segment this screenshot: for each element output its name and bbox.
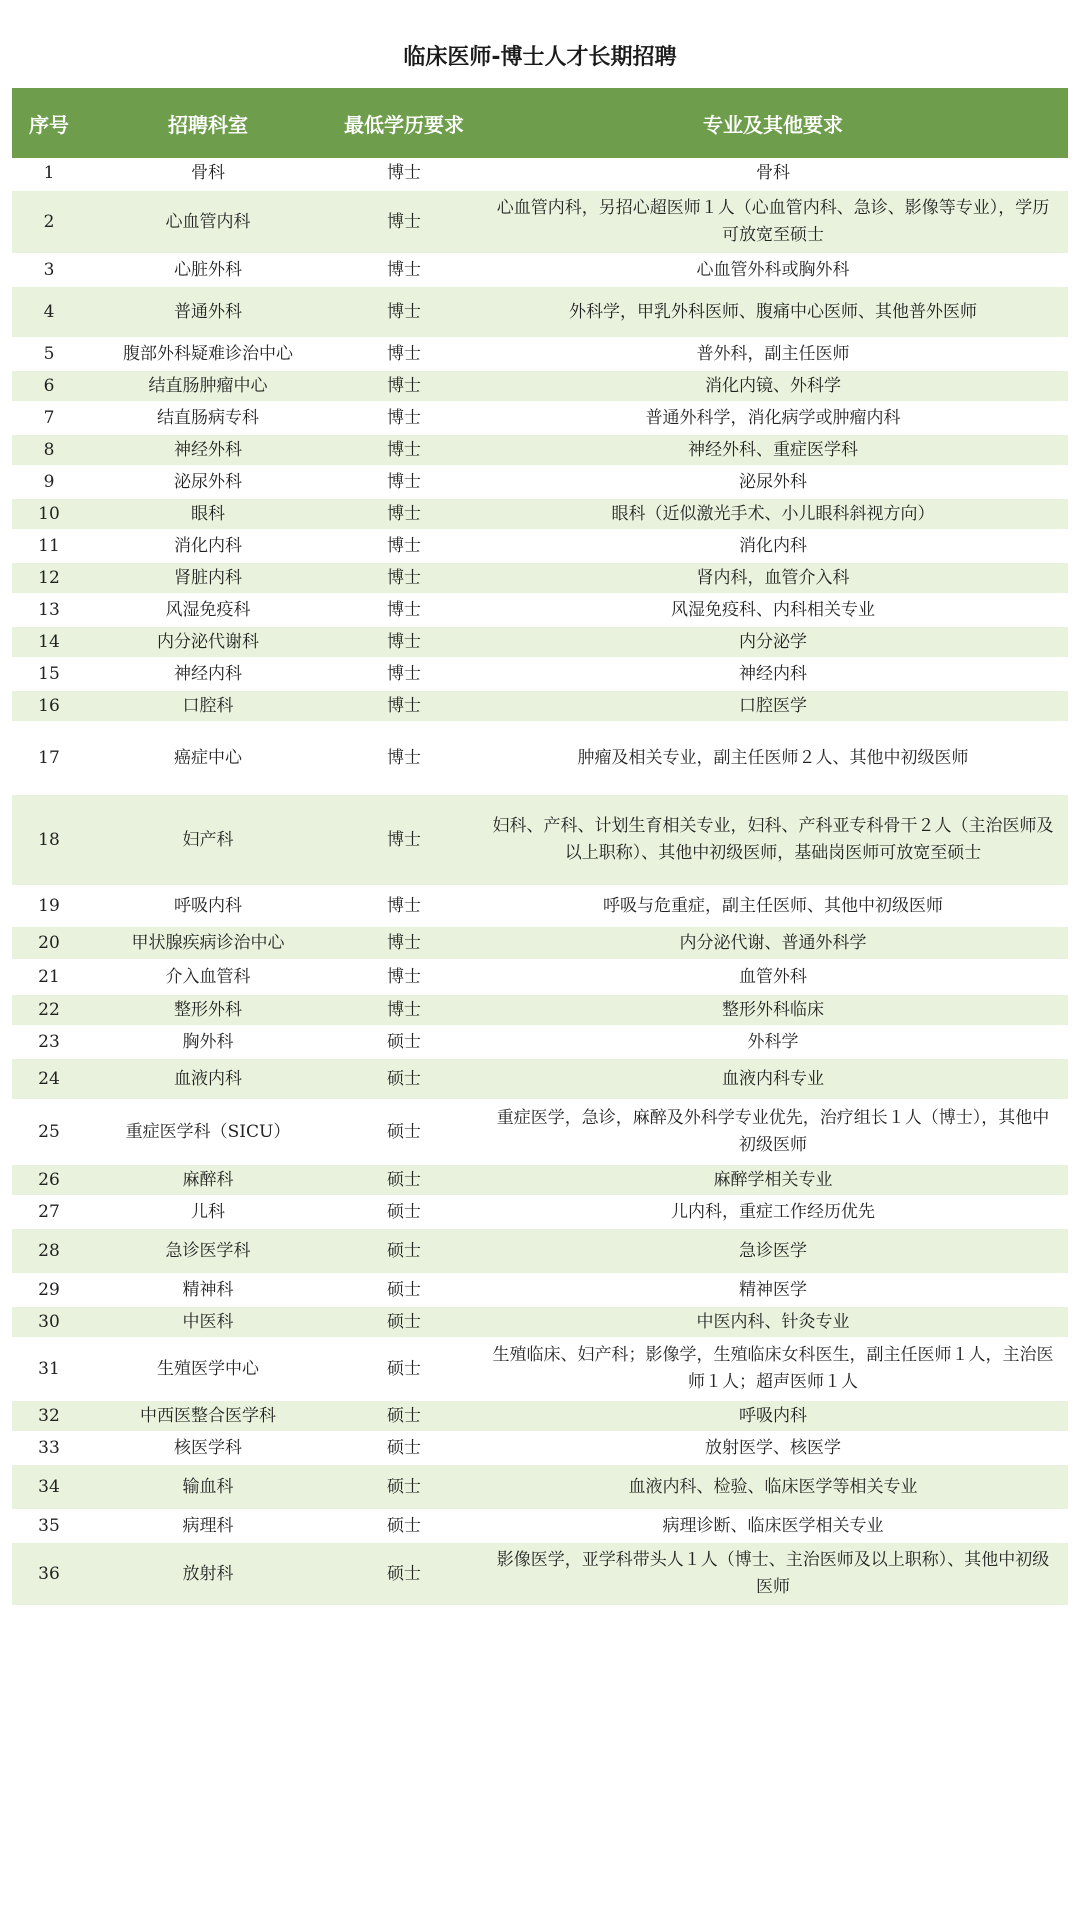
cell-requirements: 影像医学，亚学科带头人１人（博士、主治医师及以上职称）、其他中初级医师 bbox=[478, 1542, 1068, 1606]
cell-department: 甲状腺疾病诊治中心 bbox=[86, 926, 330, 960]
table-row bbox=[12, 1542, 1068, 1606]
cell-department: 血液内科 bbox=[86, 1058, 330, 1100]
cell-requirements: 消化内镜、外科学 bbox=[478, 370, 1068, 402]
cell-education: 博士 bbox=[330, 926, 478, 960]
cell-education: 博士 bbox=[330, 190, 478, 254]
cell-index: 5 bbox=[12, 338, 86, 370]
cell-education: 博士 bbox=[330, 794, 478, 886]
cell-department: 麻醉科 bbox=[86, 1164, 330, 1196]
cell-requirements: 整形外科临床 bbox=[478, 994, 1068, 1026]
cell-department: 癌症中心 bbox=[86, 722, 330, 794]
cell-index: 7 bbox=[12, 402, 86, 434]
table-row bbox=[12, 994, 1068, 1026]
table-row bbox=[12, 926, 1068, 960]
cell-education: 博士 bbox=[330, 594, 478, 626]
table-row bbox=[12, 1400, 1068, 1432]
cell-index: 8 bbox=[12, 434, 86, 466]
cell-index: 26 bbox=[12, 1164, 86, 1196]
cell-department: 普通外科 bbox=[86, 286, 330, 338]
cell-requirements: 儿内科，重症工作经历优先 bbox=[478, 1196, 1068, 1228]
cell-index: 20 bbox=[12, 926, 86, 960]
table-row bbox=[12, 1464, 1068, 1510]
cell-department: 整形外科 bbox=[86, 994, 330, 1026]
cell-requirements: 泌尿外科 bbox=[478, 466, 1068, 498]
table-row bbox=[12, 886, 1068, 926]
cell-requirements: 血液内科专业 bbox=[478, 1058, 1068, 1100]
cell-requirements: 病理诊断、临床医学相关专业 bbox=[478, 1510, 1068, 1542]
cell-requirements: 口腔医学 bbox=[478, 690, 1068, 722]
cell-education: 博士 bbox=[330, 626, 478, 658]
cell-index: 27 bbox=[12, 1196, 86, 1228]
cell-department: 神经内科 bbox=[86, 658, 330, 690]
table-row bbox=[12, 286, 1068, 338]
cell-department: 骨科 bbox=[86, 158, 330, 190]
cell-index: 36 bbox=[12, 1542, 86, 1606]
cell-department: 病理科 bbox=[86, 1510, 330, 1542]
cell-index: 23 bbox=[12, 1026, 86, 1058]
table-row bbox=[12, 434, 1068, 466]
cell-requirements: 内分泌代谢、普通外科学 bbox=[478, 926, 1068, 960]
cell-requirements: 生殖临床、妇产科；影像学，生殖临床女科医生，副主任医师１人，主治医师１人；超声医师１人 bbox=[478, 1338, 1068, 1400]
cell-education: 硕士 bbox=[330, 1432, 478, 1464]
cell-requirements: 骨科 bbox=[478, 158, 1068, 190]
cell-department: 眼科 bbox=[86, 498, 330, 530]
cell-index: 18 bbox=[12, 794, 86, 886]
table-row bbox=[12, 530, 1068, 562]
cell-index: 25 bbox=[12, 1100, 86, 1164]
cell-index: 13 bbox=[12, 594, 86, 626]
cell-department: 泌尿外科 bbox=[86, 466, 330, 498]
table-row bbox=[12, 1058, 1068, 1100]
table-row bbox=[12, 722, 1068, 794]
cell-education: 博士 bbox=[330, 886, 478, 926]
cell-index: 24 bbox=[12, 1058, 86, 1100]
cell-education: 硕士 bbox=[330, 1464, 478, 1510]
cell-department: 腹部外科疑难诊治中心 bbox=[86, 338, 330, 370]
header-department: 招聘科室 bbox=[86, 88, 330, 158]
cell-index: 19 bbox=[12, 886, 86, 926]
header-index: 序号 bbox=[12, 88, 86, 158]
cell-department: 风湿免疫科 bbox=[86, 594, 330, 626]
cell-requirements: 呼吸内科 bbox=[478, 1400, 1068, 1432]
cell-index: 32 bbox=[12, 1400, 86, 1432]
cell-requirements: 精神医学 bbox=[478, 1274, 1068, 1306]
table-row bbox=[12, 254, 1068, 286]
cell-education: 硕士 bbox=[330, 1058, 478, 1100]
cell-department: 生殖医学中心 bbox=[86, 1338, 330, 1400]
cell-education: 博士 bbox=[330, 254, 478, 286]
cell-education: 硕士 bbox=[330, 1228, 478, 1274]
cell-index: 1 bbox=[12, 158, 86, 190]
cell-education: 博士 bbox=[330, 562, 478, 594]
table-row bbox=[12, 658, 1068, 690]
cell-index: 3 bbox=[12, 254, 86, 286]
cell-requirements: 急诊医学 bbox=[478, 1228, 1068, 1274]
cell-index: 15 bbox=[12, 658, 86, 690]
cell-index: 34 bbox=[12, 1464, 86, 1510]
cell-education: 硕士 bbox=[330, 1274, 478, 1306]
cell-department: 重症医学科（SICU） bbox=[86, 1100, 330, 1164]
cell-department: 急诊医学科 bbox=[86, 1228, 330, 1274]
cell-requirements: 血管外科 bbox=[478, 960, 1068, 994]
header-education: 最低学历要求 bbox=[330, 88, 478, 158]
cell-department: 精神科 bbox=[86, 1274, 330, 1306]
cell-education: 博士 bbox=[330, 498, 478, 530]
cell-index: 21 bbox=[12, 960, 86, 994]
table-row bbox=[12, 338, 1068, 370]
table-header bbox=[12, 88, 1068, 158]
cell-department: 介入血管科 bbox=[86, 960, 330, 994]
table-row bbox=[12, 1164, 1068, 1196]
cell-index: 16 bbox=[12, 690, 86, 722]
table-row bbox=[12, 1026, 1068, 1058]
cell-education: 硕士 bbox=[330, 1196, 478, 1228]
cell-requirements: 重症医学，急诊，麻醉及外科学专业优先，治疗组长１人（博士），其他中初级医师 bbox=[478, 1100, 1068, 1164]
table-row bbox=[12, 466, 1068, 498]
cell-index: 6 bbox=[12, 370, 86, 402]
cell-requirements: 消化内科 bbox=[478, 530, 1068, 562]
cell-department: 妇产科 bbox=[86, 794, 330, 886]
cell-requirements: 神经内科 bbox=[478, 658, 1068, 690]
cell-index: 29 bbox=[12, 1274, 86, 1306]
cell-department: 胸外科 bbox=[86, 1026, 330, 1058]
cell-department: 结直肠病专科 bbox=[86, 402, 330, 434]
cell-education: 博士 bbox=[330, 286, 478, 338]
cell-education: 博士 bbox=[330, 402, 478, 434]
cell-department: 心血管内科 bbox=[86, 190, 330, 254]
cell-department: 输血科 bbox=[86, 1464, 330, 1510]
table-row bbox=[12, 158, 1068, 190]
cell-education: 博士 bbox=[330, 994, 478, 1026]
cell-department: 内分泌代谢科 bbox=[86, 626, 330, 658]
recruitment-table bbox=[12, 88, 1068, 1607]
table-row bbox=[12, 1100, 1068, 1164]
cell-education: 硕士 bbox=[330, 1338, 478, 1400]
cell-requirements: 眼科（近似激光手术、小儿眼科斜视方向） bbox=[478, 498, 1068, 530]
cell-education: 硕士 bbox=[330, 1026, 478, 1058]
table-row bbox=[12, 1510, 1068, 1542]
cell-education: 博士 bbox=[330, 370, 478, 402]
cell-requirements: 外科学 bbox=[478, 1026, 1068, 1058]
cell-index: 33 bbox=[12, 1432, 86, 1464]
cell-department: 肾脏内科 bbox=[86, 562, 330, 594]
cell-requirements: 风湿免疫科、内科相关专业 bbox=[478, 594, 1068, 626]
cell-index: 4 bbox=[12, 286, 86, 338]
table-row bbox=[12, 402, 1068, 434]
cell-education: 硕士 bbox=[330, 1542, 478, 1606]
cell-index: 22 bbox=[12, 994, 86, 1026]
cell-requirements: 心血管内科，另招心超医师１人（心血管内科、急诊、影像等专业），学历可放宽至硕士 bbox=[478, 190, 1068, 254]
table-row bbox=[12, 1274, 1068, 1306]
cell-department: 儿科 bbox=[86, 1196, 330, 1228]
table-row bbox=[12, 1338, 1068, 1400]
cell-requirements: 麻醉学相关专业 bbox=[478, 1164, 1068, 1196]
table-row bbox=[12, 190, 1068, 254]
table-body bbox=[12, 158, 1068, 1606]
cell-department: 呼吸内科 bbox=[86, 886, 330, 926]
cell-education: 博士 bbox=[330, 434, 478, 466]
cell-index: 14 bbox=[12, 626, 86, 658]
cell-education: 博士 bbox=[330, 158, 478, 190]
cell-requirements: 心血管外科或胸外科 bbox=[478, 254, 1068, 286]
table-row bbox=[12, 562, 1068, 594]
cell-index: 10 bbox=[12, 498, 86, 530]
cell-education: 硕士 bbox=[330, 1100, 478, 1164]
cell-index: 12 bbox=[12, 562, 86, 594]
cell-index: 2 bbox=[12, 190, 86, 254]
cell-index: 30 bbox=[12, 1306, 86, 1338]
cell-education: 硕士 bbox=[330, 1510, 478, 1542]
cell-education: 博士 bbox=[330, 466, 478, 498]
cell-requirements: 中医内科、针灸专业 bbox=[478, 1306, 1068, 1338]
cell-requirements: 肾内科，血管介入科 bbox=[478, 562, 1068, 594]
cell-index: 31 bbox=[12, 1338, 86, 1400]
cell-education: 博士 bbox=[330, 960, 478, 994]
cell-requirements: 普通外科学，消化病学或肿瘤内科 bbox=[478, 402, 1068, 434]
cell-requirements: 放射医学、核医学 bbox=[478, 1432, 1068, 1464]
table-row bbox=[12, 1228, 1068, 1274]
cell-department: 放射科 bbox=[86, 1542, 330, 1606]
cell-index: 9 bbox=[12, 466, 86, 498]
cell-requirements: 神经外科、重症医学科 bbox=[478, 434, 1068, 466]
table-row bbox=[12, 1196, 1068, 1228]
cell-department: 中西医整合医学科 bbox=[86, 1400, 330, 1432]
cell-education: 博士 bbox=[330, 722, 478, 794]
table-row bbox=[12, 960, 1068, 994]
cell-education: 博士 bbox=[330, 690, 478, 722]
cell-requirements: 外科学，甲乳外科医师、腹痛中心医师、其他普外医师 bbox=[478, 286, 1068, 338]
cell-education: 博士 bbox=[330, 658, 478, 690]
header-row bbox=[12, 88, 1068, 158]
table-row bbox=[12, 626, 1068, 658]
table-row bbox=[12, 690, 1068, 722]
cell-education: 博士 bbox=[330, 530, 478, 562]
cell-index: 28 bbox=[12, 1228, 86, 1274]
cell-requirements: 妇科、产科、计划生育相关专业，妇科、产科亚专科骨干２人（主治医师及以上职称）、其他中初级医师，基础岗医师可放宽至硕士 bbox=[478, 794, 1068, 886]
cell-index: 11 bbox=[12, 530, 86, 562]
cell-education: 硕士 bbox=[330, 1164, 478, 1196]
header-requirements: 专业及其他要求 bbox=[478, 88, 1068, 158]
cell-department: 心脏外科 bbox=[86, 254, 330, 286]
cell-requirements: 血液内科、检验、临床医学等相关专业 bbox=[478, 1464, 1068, 1510]
cell-index: 35 bbox=[12, 1510, 86, 1542]
table-row bbox=[12, 370, 1068, 402]
cell-education: 硕士 bbox=[330, 1306, 478, 1338]
cell-department: 消化内科 bbox=[86, 530, 330, 562]
cell-index: 17 bbox=[12, 722, 86, 794]
table-row bbox=[12, 594, 1068, 626]
cell-education: 博士 bbox=[330, 338, 478, 370]
table-row bbox=[12, 1306, 1068, 1338]
cell-education: 硕士 bbox=[330, 1400, 478, 1432]
cell-department: 核医学科 bbox=[86, 1432, 330, 1464]
cell-department: 结直肠肿瘤中心 bbox=[86, 370, 330, 402]
page-title: 临床医师-博士人才长期招聘 bbox=[403, 45, 677, 70]
cell-requirements: 呼吸与危重症，副主任医师、其他中初级医师 bbox=[478, 886, 1068, 926]
cell-requirements: 肿瘤及相关专业，副主任医师２人、其他中初级医师 bbox=[478, 722, 1068, 794]
cell-department: 口腔科 bbox=[86, 690, 330, 722]
table-row bbox=[12, 498, 1068, 530]
cell-requirements: 内分泌学 bbox=[478, 626, 1068, 658]
cell-department: 中医科 bbox=[86, 1306, 330, 1338]
table-row bbox=[12, 1432, 1068, 1464]
table-row bbox=[12, 794, 1068, 886]
cell-requirements: 普外科，副主任医师 bbox=[478, 338, 1068, 370]
cell-department: 神经外科 bbox=[86, 434, 330, 466]
